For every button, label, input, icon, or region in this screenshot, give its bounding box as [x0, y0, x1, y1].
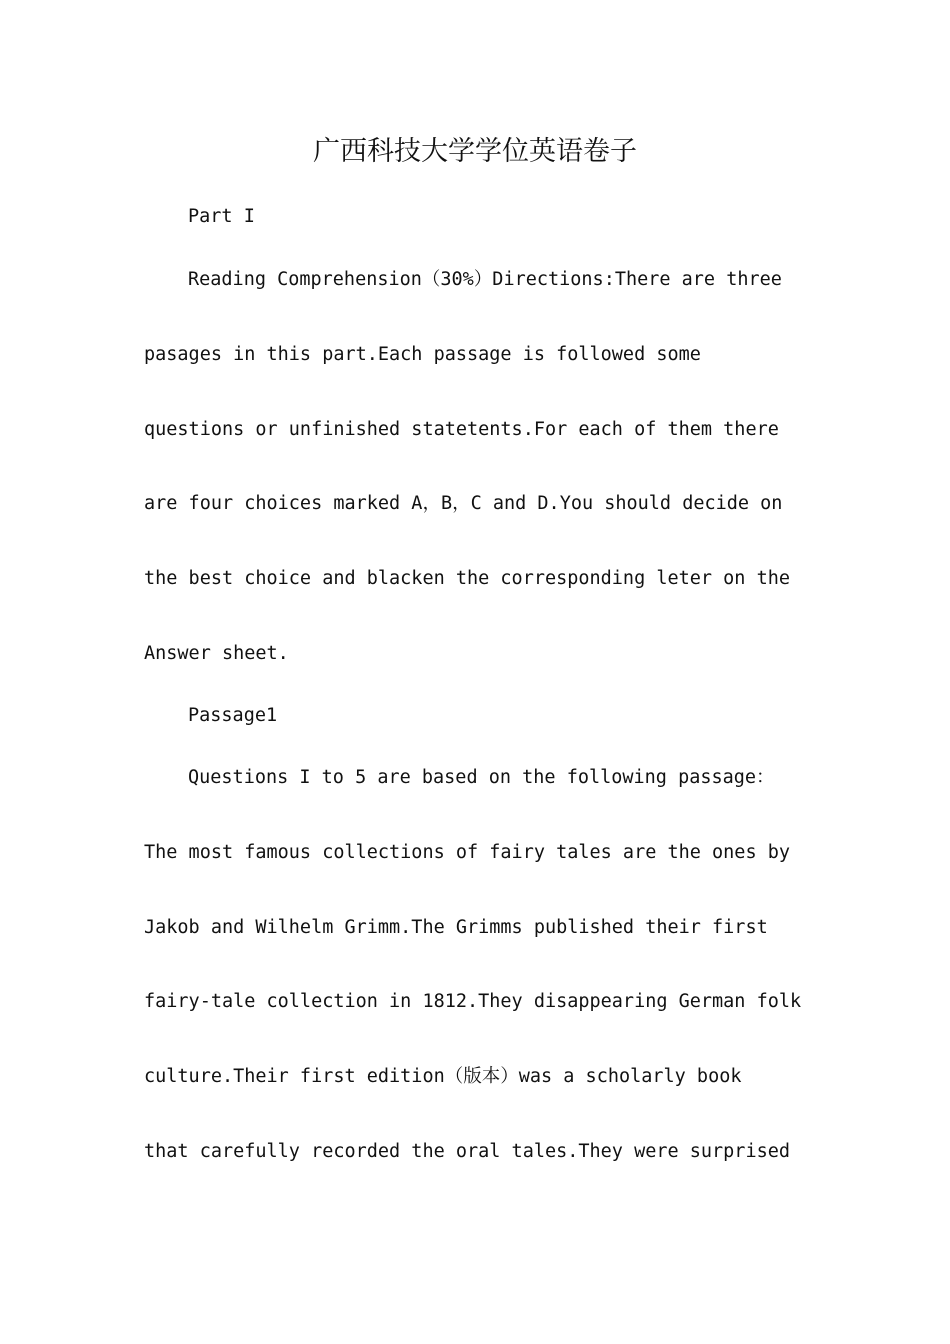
- directions-line-5: the best choice and blacken the corresponding leter on the: [144, 568, 791, 589]
- passage-line-3: fairy-tale collection in 1812.They disappearing German folk: [144, 991, 802, 1012]
- passage-intro-line: Questions I to 5 are based on the following passage：: [188, 767, 775, 788]
- directions-line-6: Answer sheet.: [144, 643, 289, 664]
- passage-line-2: Jakob and Wilhelm Grimm.The Grimms published their first: [144, 917, 768, 938]
- directions-line-3: questions or unfinished statetents.For each of them there: [144, 419, 779, 440]
- passage-line-5: that carefully recorded the oral tales.They were surprised: [144, 1141, 791, 1162]
- directions-line-2: pasages in this part.Each passage is followed some: [144, 344, 701, 365]
- passage-line-1: The most famous collections of fairy tales are the ones by: [144, 842, 791, 863]
- section-heading-part-i: Part I: [188, 206, 255, 227]
- passage-heading: Passage1: [188, 705, 278, 726]
- directions-line-4: are four choices marked A，B，C and D.You should decide on: [144, 493, 783, 514]
- directions-line-1: Reading Comprehension（30%）Directions:There are three: [188, 269, 782, 290]
- document-title: 广西科技大学学位英语卷子: [313, 136, 637, 167]
- passage-line-4: culture.Their first edition（版本）was a scholarly book: [144, 1066, 742, 1087]
